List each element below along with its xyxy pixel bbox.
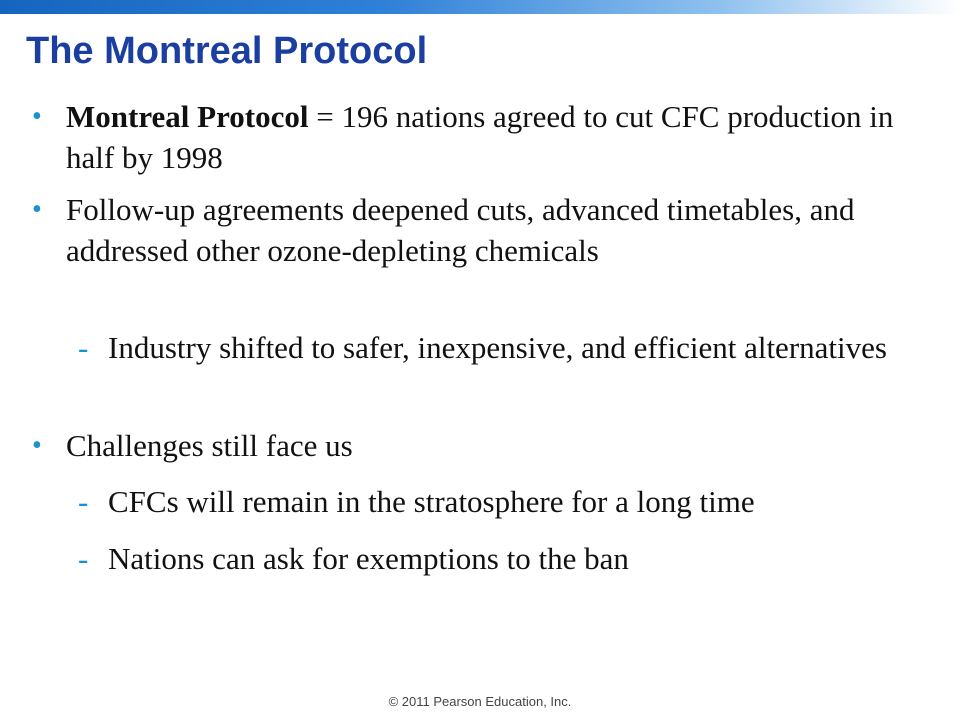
slide-title: The Montreal Protocol (26, 30, 428, 72)
sub-bullet-exemptions: Nations can ask for exemptions to the ban (108, 541, 629, 576)
sub-bullet-marker: - (78, 541, 89, 576)
bullet-challenges: Challenges still face us (66, 428, 353, 463)
sub-bullet-marker: - (78, 330, 89, 365)
copyright-footer: © 2011 Pearson Education, Inc. (388, 694, 572, 709)
bullet-montreal-protocol (66, 96, 916, 178)
bullet-marker: • (32, 430, 42, 461)
bullet-text: = 196 nations agreed to cut CFC production in half by 1998 (66, 99, 894, 175)
bullet-marker: • (32, 194, 42, 225)
sub-bullet-marker: - (78, 484, 89, 519)
sub-bullet-industry-shift: Industry shifted to safer, inexpensive, and efficient alternatives (108, 330, 887, 365)
bullet-marker: • (32, 101, 42, 132)
bullet-follow-up-agreements: Follow-up agreements deepened cuts, advanced timetables, and addressed other ozone-depleting chemicals (66, 192, 855, 268)
sub-bullet-cfcs-remain: CFCs will remain in the stratosphere for a long time (108, 484, 755, 519)
bullet-term: Montreal Protocol (66, 99, 309, 134)
